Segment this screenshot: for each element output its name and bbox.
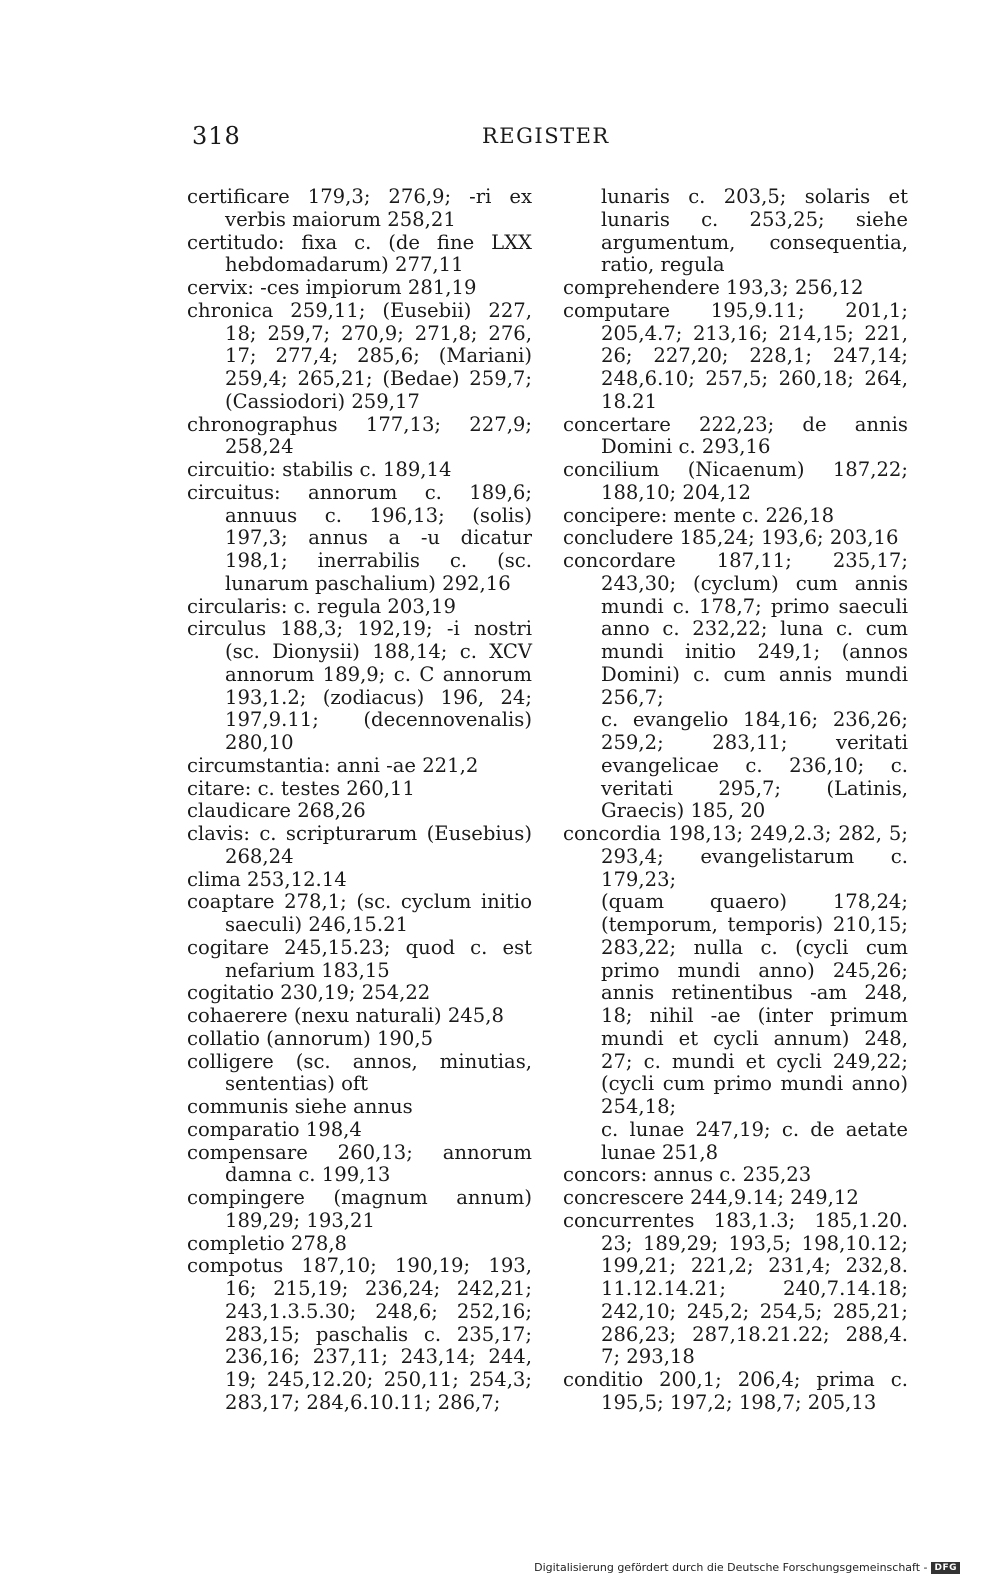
index-entry: coaptare 278,1; (sc. cyclum initio saeculi) 246,15.21: [187, 890, 532, 936]
index-entry: clima 253,12.14: [187, 867, 347, 891]
index-entry: computare 195,9.11; 201,1; 205,4.7; 213,16; 214,15; 221, 26; 227,20; 228,1; 247,14; 248,6.10; 257,5; 260,18; 264, 18.21: [563, 298, 908, 413]
index-entry: communis siehe annus: [187, 1095, 413, 1118]
running-title: REGISTER: [482, 124, 610, 148]
index-entry: compensare 260,13; annorum damna c. 199,13: [187, 1140, 532, 1187]
index-entry: cervix: -ces impiorum 281,19: [187, 276, 477, 299]
index-entry: comprehendere 193,3; 256,12: [563, 276, 864, 299]
index-entry: concordare 187,11; 235,17; 243,30; (cyclum) cum annis mundi c. 178,7; primo saeculi anno c. 232,22; luna c. cum mundi initio 249,1; (annos Domini) c. cum annis mundi 256,7;: [563, 549, 908, 709]
index-entry: concurrentes 183,1.3; 185,1.20. 23; 189,29; 193,5; 198,10.12; 199,21; 221,2; 231,4; 232,8. 11.12.14.21; 240,7.14.18; 242,10; 245,2; 254,5; 285,21; 286,23; 287,18.21.22; 288,4. 7; 293,18: [563, 1208, 908, 1369]
index-entry: cogitatio 230,19; 254,22: [187, 981, 431, 1005]
index-entry: clavis: c. scripturarum (Eusebius) 268,24: [187, 822, 532, 868]
index-entry: certitudo: fixa c. (de fine LXX hebdomadarum) 277,11: [187, 230, 532, 277]
index-entry: collatio (annorum) 190,5: [187, 1026, 434, 1050]
left-column: [187, 186, 532, 1415]
index-entry: circularis: c. regula 203,19: [187, 594, 456, 618]
index-entry: concipere: mente c. 226,18: [563, 503, 835, 527]
index-entry: cogitare 245,15.23; quod c. est nefarium 183,15: [187, 935, 532, 982]
index-entry: concors: annus c. 235,23: [563, 1163, 812, 1187]
digitization-footer: [534, 1561, 960, 1574]
index-entry: concertare 222,23; de annis Domini c. 293,16: [563, 412, 908, 459]
index-entry: cohaerere (nexu naturali) 245,8: [187, 1004, 504, 1027]
index-entry: circulus 188,3; 192,19; -i nostri (sc. Dionysii) 188,14; c. XCV annorum 189,9; c. C annorum 193,1.2; (zodiacus) 196, 24; 197,9.11; (decennovenalis) 280,10: [187, 617, 532, 754]
index-entry-continued: lunaris c. 203,5; solaris et lunaris c. 253,25; siehe argumentum, consequentia, ratio, regula: [601, 185, 908, 277]
index-entry: claudicare 268,26: [187, 799, 366, 823]
index-entry: citare: c. testes 260,11: [187, 776, 415, 800]
index-entry: chronica 259,11; (Eusebii) 227, 18; 259,7; 270,9; 271,8; 276, 17; 277,4; 285,6; (Mariani) 259,4; 265,21; (Bedae) 259,7; (Cassiodori) 259,17: [187, 298, 532, 413]
index-entry: conditio 200,1; 206,4; prima c. 195,5; 197,2; 198,7; 205,13: [563, 1368, 908, 1414]
page-header: [192, 122, 812, 156]
index-entry: chronographus 177,13; 227,9; 258,24: [187, 412, 532, 459]
index-entry: circuitio: stabilis c. 189,14: [187, 458, 452, 481]
index-entry: concordia 198,13; 249,2.3; 282, 5; 293,4; evangelistarum c. 179,23;: [563, 822, 908, 891]
index-subentry: c. evangelio 184,16; 236,26; 259,2; 283,11; veritati evangelicae c. 236,10; c. veritati 295,7; (Latinis, Graecis) 185, 20: [601, 708, 908, 823]
dfg-logo: DFG: [931, 1562, 960, 1574]
index-entry: compotus 187,10; 190,19; 193, 16; 215,19; 236,24; 242,21; 243,1.3.5.30; 248,6; 252,16; 283,15; paschalis c. 235,17; 236,16; 237,11; 243,14; 244, 19; 245,12.20; 250,11; 254,3; 283,17; 284,6.10.11; 286,7;: [187, 1254, 532, 1414]
index-entry: colligere (sc. annos, minutias, sententias) oft: [187, 1049, 532, 1096]
index-entry: concilium (Nicaenum) 187,22; 188,10; 204,12: [563, 458, 908, 504]
right-column: [563, 186, 908, 1415]
index-entry: circuitus: annorum c. 189,6; annuus c. 196,13; (solis) 197,3; annus a -u dicatur 198,1; inerrabilis c. (sc. lunarum paschalium) 292,16: [187, 480, 532, 595]
index-subentry: c. lunae 247,19; c. de aetate lunae 251,8: [601, 1117, 908, 1164]
index-subentry: (quam quaero) 178,24; (temporum, temporis) 210,15; 283,22; nulla c. (cycli cum primo mundi anno) 245,26; annis retinentibus -am 248, 18; nihil -ae (inter primum mundi et cycli annum) 248, 27; c. mundi et cycli 249,22; (cycli cum primo mundi anno) 254,18;: [601, 890, 908, 1118]
index-entry: circumstantia: anni -ae 221,2: [187, 753, 479, 777]
index-entry: certificare 179,3; 276,9; -ri ex verbis maiorum 258,21: [187, 185, 532, 231]
index-entry: concrescere 244,9.14; 249,12: [563, 1186, 859, 1209]
footer-text: Digitalisierung gefördert durch die Deutsche Forschungsgemeinschaft -: [534, 1561, 928, 1574]
index-entry: compingere (magnum annum) 189,29; 193,21: [187, 1186, 532, 1232]
index-entry: comparatio 198,4: [187, 1117, 362, 1141]
index-entry: completio 278,8: [187, 1231, 348, 1255]
index-entry: concludere 185,24; 193,6; 203,16: [563, 526, 899, 550]
page-number: 318: [192, 122, 241, 150]
